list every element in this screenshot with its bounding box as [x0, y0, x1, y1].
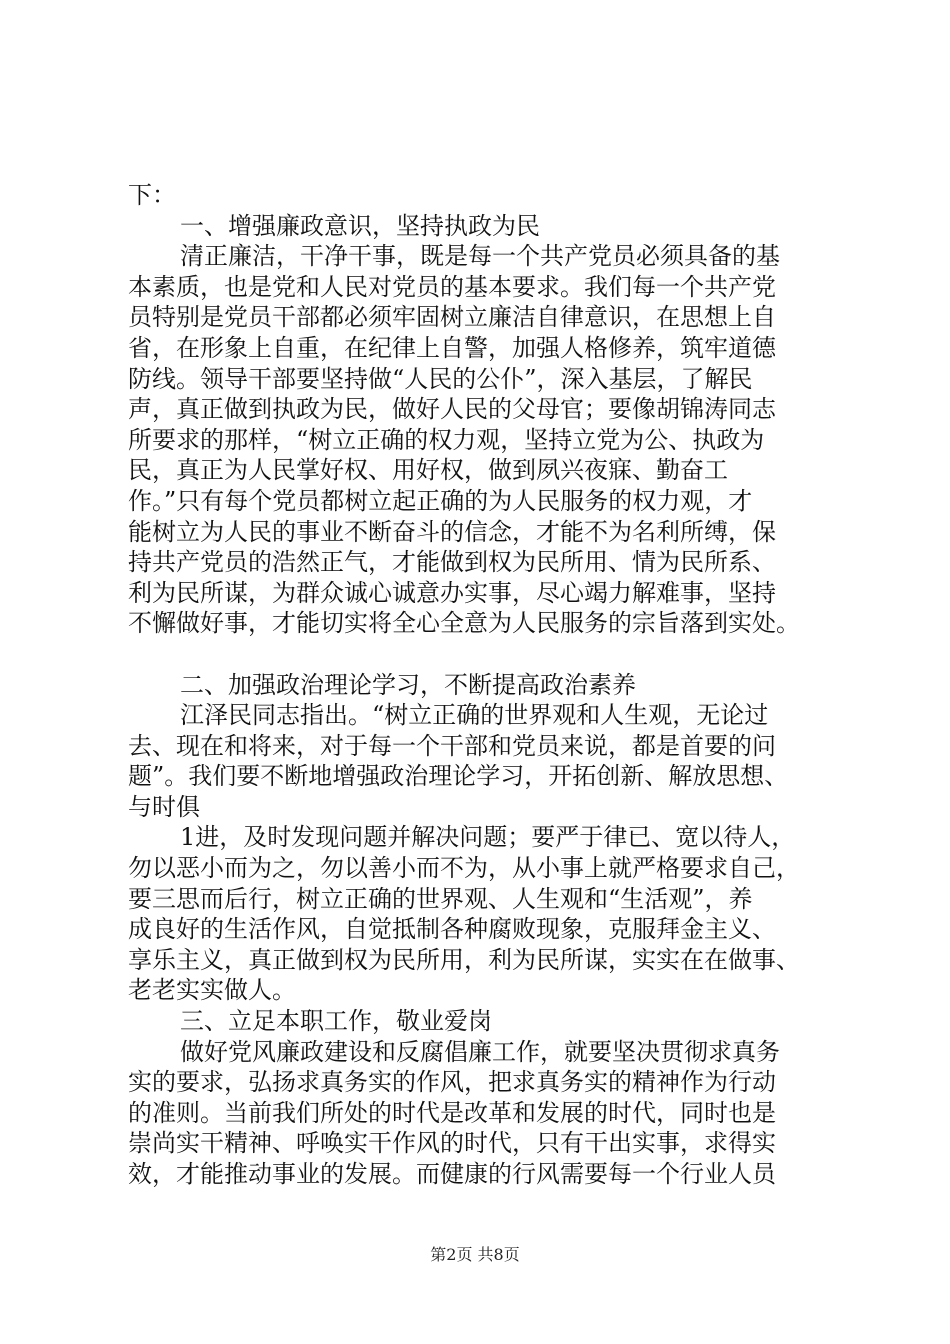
text-line: 一、增强廉政意识，坚持执政为民 — [180, 211, 540, 240]
text-line: 作。”只有每个党员都树立起正确的为人民服务的权力观，才 — [128, 486, 753, 515]
text-line: 与时俱 — [128, 792, 200, 821]
text-line: 民，真正为人民掌好权、用好权，做到夙兴夜寐、勤奋工 — [128, 456, 728, 485]
text-line: 二、加强政治理论学习，不断提高政治素养 — [180, 670, 636, 699]
text-line: 做好党风廉政建设和反腐倡廉工作，就要坚决贯彻求真务 — [180, 1037, 780, 1066]
text-line: 成良好的生活作风，自觉抵制各种腐败现象，克服拜金主义、 — [128, 915, 776, 944]
text-line: 声，真正做到执政为民，做好人民的父母官；要像胡锦涛同志 — [128, 395, 776, 424]
text-line: 效，才能推动事业的发展。而健康的行风需要每一个行业人员 — [128, 1160, 776, 1188]
text-line: 本素质，也是党和人民对党员的基本要求。我们每一个共产党 — [128, 272, 776, 301]
text-line: 崇尚实干精神、呼唤实干作风的时代，只有干出实事，求得实 — [128, 1129, 776, 1158]
text-line: 省，在形象上自重，在纪律上自警，加强人格修养，筑牢道德 — [128, 333, 776, 362]
text-line: 防线。领导干部要坚持做“人民的公仆”，深入基层，了解民 — [128, 364, 753, 393]
text-line: 利为民所谋，为群众诚心诚意办实事，尽心竭力解难事，坚持 — [128, 578, 776, 607]
text-line: 所要求的那样，“树立正确的权力观，坚持立党为公、执政为 — [128, 425, 765, 454]
text-line: 持共产党员的浩然正气，才能做到权为民所用、情为民所系、 — [128, 548, 776, 577]
text-line: 不懈做好事，才能切实将全心全意为人民服务的宗旨落到实处。 — [128, 609, 800, 638]
text-line: 三、立足本职工作，敬业爱岗 — [180, 1007, 492, 1036]
text-line: 员特别是党员干部都必须牢固树立廉洁自律意识，在思想上自 — [128, 303, 776, 332]
text-line: 老老实实做人。 — [128, 976, 296, 1005]
text-line: 的准则。当前我们所处的时代是改革和发展的时代，同时也是 — [128, 1098, 776, 1127]
text-line: 实的要求，弘扬求真务实的作风，把求真务实的精神作为行动 — [128, 1068, 776, 1097]
text-line: 能树立为人民的事业不断奋斗的信念，才能不为名利所缚，保 — [128, 517, 776, 546]
text-line: 清正廉洁，干净干事，既是每一个共产党员必须具备的基 — [180, 242, 780, 271]
text-line: 1进，及时发现问题并解决问题；要严于律已、宽以待人， — [180, 823, 796, 852]
text-line: 享乐主义，真正做到权为民所用，利为民所谋，实实在在做事、 — [128, 945, 800, 974]
blank-line — [128, 639, 832, 670]
text-line: 下： — [128, 181, 176, 209]
document-body — [128, 180, 832, 1190]
text-line: 要三思而后行，树立正确的世界观、人生观和“生活观”，养 — [128, 884, 753, 913]
text-line: 江泽民同志指出。“树立正确的世界观和人生观，无论过 — [180, 701, 769, 730]
page-footer: 第2页 共8页 — [430, 1245, 520, 1264]
text-line: 题”。我们要不断地增强政治理论学习，开拓创新、解放思想、 — [128, 762, 789, 791]
text-line: 勿以恶小而为之，勿以善小而不为，从小事上就严格要求自己， — [128, 854, 800, 883]
text-line: 去、现在和将来，对于每一个干部和党员来说，都是首要的问 — [128, 731, 776, 760]
